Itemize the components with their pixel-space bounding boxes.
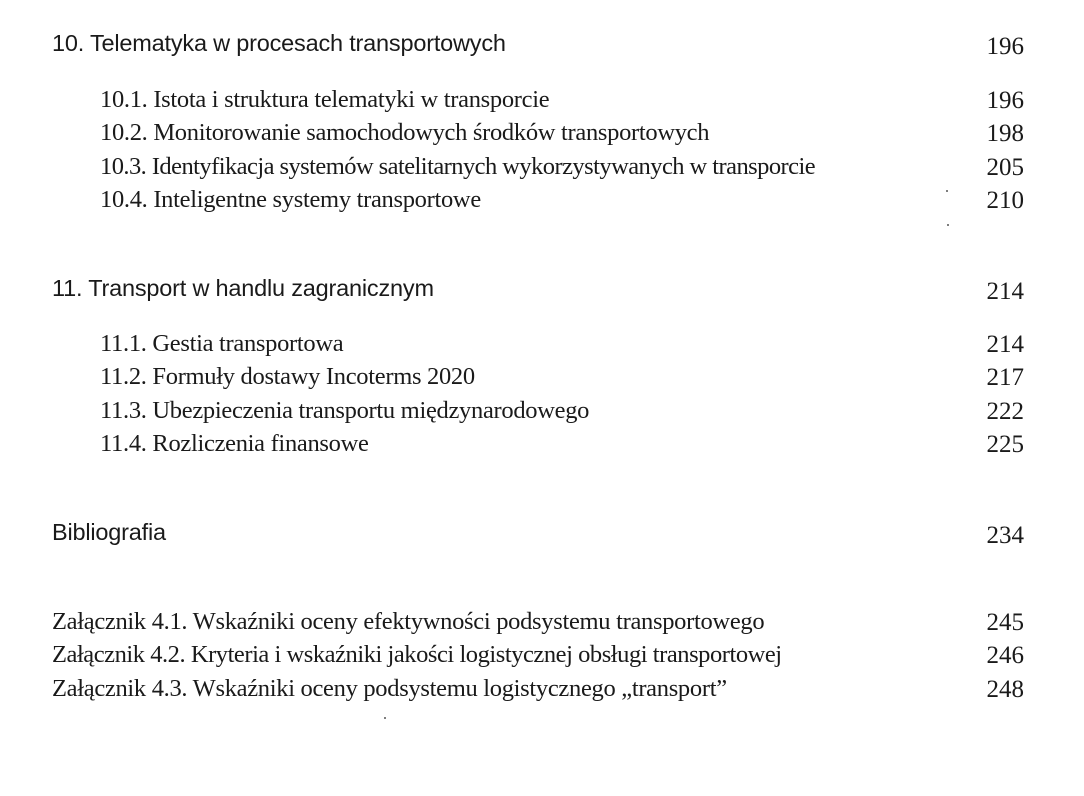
page-number: 214 (986, 331, 1024, 358)
toc-section-11-1[interactable] (0, 330, 1084, 364)
page-number: 205 (986, 154, 1024, 181)
scan-speck (384, 717, 386, 719)
toc-annex-4-3[interactable] (0, 675, 1084, 709)
toc-section-11-2[interactable] (0, 363, 1084, 397)
bibliography-title: Bibliografia (52, 519, 166, 545)
page-number: 246 (986, 642, 1024, 669)
scan-speck (946, 190, 948, 192)
toc-section-11-4[interactable] (0, 430, 1084, 464)
chapter-title: 11. Transport w handlu zagranicznym (52, 275, 434, 301)
page-number: 198 (986, 120, 1024, 147)
toc-chapter-10[interactable] (0, 30, 1084, 64)
toc-section-11-3[interactable] (0, 397, 1084, 431)
toc-annex-4-2[interactable] (0, 641, 1084, 675)
page-number: 222 (986, 398, 1024, 425)
page-number: 234 (986, 522, 1024, 549)
section-title: 10.3. Identyfikacja systemów satelitarnych wykorzystywanych w transporcie (100, 153, 816, 180)
section-title: 11.1. Gestia transportowa (100, 330, 344, 357)
section-title: 10.4. Inteligentne systemy transportowe (100, 186, 481, 213)
section-title: 11.4. Rozliczenia finansowe (100, 430, 369, 457)
toc-annex-4-1[interactable] (0, 608, 1084, 642)
section-title: 11.2. Formuły dostawy Incoterms 2020 (100, 363, 475, 390)
page-number: 214 (986, 278, 1024, 305)
page-number: 210 (986, 187, 1024, 214)
section-title: 10.1. Istota i struktura telematyki w transporcie (100, 86, 550, 113)
page-number: 217 (986, 364, 1024, 391)
annex-title: Załącznik 4.3. Wskaźniki oceny podsystemu logistycznego „transport” (52, 675, 727, 702)
annex-title: Załącznik 4.1. Wskaźniki oceny efektywności podsystemu transportowego (52, 608, 765, 635)
toc-section-10-4[interactable] (0, 186, 1084, 220)
page-number: 196 (986, 87, 1024, 114)
chapter-title: 10. Telematyka w procesach transportowych (52, 30, 506, 56)
toc-section-10-2[interactable] (0, 119, 1084, 153)
page-number: 248 (986, 676, 1024, 703)
toc-section-10-3[interactable] (0, 153, 1084, 187)
scan-speck (947, 224, 949, 226)
section-title: 11.3. Ubezpieczenia transportu międzynarodowego (100, 397, 590, 424)
section-title: 10.2. Monitorowanie samochodowych środków transportowych (100, 119, 710, 146)
annex-title: Załącznik 4.2. Kryteria i wskaźniki jakości logistycznej obsługi transportowej (52, 641, 782, 668)
toc-bibliography[interactable] (0, 519, 1084, 553)
toc-section-10-1[interactable] (0, 86, 1084, 120)
page-number: 245 (986, 609, 1024, 636)
page-number: 196 (986, 33, 1024, 60)
toc-chapter-11[interactable] (0, 275, 1084, 309)
page-number: 225 (986, 431, 1024, 458)
